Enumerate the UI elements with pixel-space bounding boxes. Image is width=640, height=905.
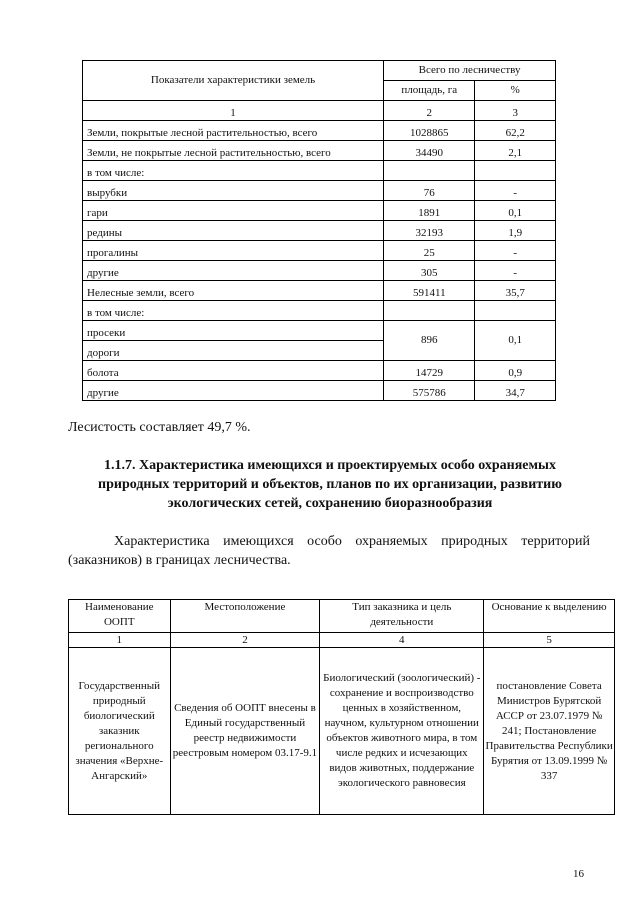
row-percent: - xyxy=(475,261,556,281)
table-row xyxy=(83,241,556,261)
row-percent: - xyxy=(475,181,556,201)
row-area: 14729 xyxy=(384,361,475,381)
row-label: прогалины xyxy=(83,241,384,261)
header-indicators: Показатели характеристики земель xyxy=(83,61,384,101)
column-number: 3 xyxy=(475,101,556,121)
header-area: площадь, га xyxy=(384,81,475,101)
forest-cover-text: Лесистость составляет 49,7 %. xyxy=(68,420,251,435)
row-percent: 34,7 xyxy=(475,381,556,401)
row-label: в том числе: xyxy=(83,161,384,181)
table-row xyxy=(83,361,556,381)
row-percent: 0,9 xyxy=(475,361,556,381)
row-percent: 0,1 xyxy=(475,201,556,221)
row-percent: 0,1 xyxy=(475,321,556,361)
page-number: 16 xyxy=(573,868,584,880)
row-label: другие xyxy=(83,381,384,401)
row-percent: 62,2 xyxy=(475,121,556,141)
table-row xyxy=(83,121,556,141)
header-total: Всего по лесничеству xyxy=(384,61,556,81)
row-area: 591411 xyxy=(384,281,475,301)
intro-text: Характеристика имеющихся особо охраняемых природных территорий (заказников) в границах лесничества. xyxy=(68,534,590,568)
row-area: 34490 xyxy=(384,141,475,161)
row-label: редины xyxy=(83,221,384,241)
column-number: 1 xyxy=(83,101,384,121)
reserve-type-purpose: Биологический (зоологический) - сохранение и воспроизводство ценных в хозяйственном, научном, культурном отношении объектов животного мира, в том числе редких и исчезающих видов животных, поддержание экологического равновесия xyxy=(320,648,484,815)
header-name: Наименование ООПТ xyxy=(69,600,171,633)
row-label: Земли, покрытые лесной растительностью, всего xyxy=(83,121,384,141)
row-percent: - xyxy=(475,241,556,261)
row-label: другие xyxy=(83,261,384,281)
row-label: гари xyxy=(83,201,384,221)
reserve-name: Государственный природный биологический заказник регионального значения «Верхне-Ангарский» xyxy=(69,648,171,815)
table-row xyxy=(83,141,556,161)
header-type-purpose: Тип заказника и цель деятельности xyxy=(320,600,484,633)
section-heading: 1.1.7. Характеристика имеющихся и проектируемых особо охраняемых природных территорий и объектов, планов по их организации, развитию экологических сетей, сохранению биоразнообразия xyxy=(98,458,562,511)
header-location: Местоположение xyxy=(170,600,320,633)
protected-areas-table xyxy=(68,599,615,815)
row-label: просеки xyxy=(83,321,384,341)
land-characteristics-table xyxy=(82,60,556,401)
column-number: 2 xyxy=(170,633,320,648)
column-number: 1 xyxy=(69,633,171,648)
column-number: 5 xyxy=(484,633,615,648)
row-label: болота xyxy=(83,361,384,381)
row-label: Нелесные земли, всего xyxy=(83,281,384,301)
table-row xyxy=(83,201,556,221)
table-row xyxy=(83,301,556,321)
row-percent xyxy=(475,161,556,181)
table-row xyxy=(83,261,556,281)
row-area: 305 xyxy=(384,261,475,281)
row-area: 32193 xyxy=(384,221,475,241)
row-area: 25 xyxy=(384,241,475,261)
table-row xyxy=(83,381,556,401)
row-area: 76 xyxy=(384,181,475,201)
intro-paragraph xyxy=(68,532,590,570)
row-label: Земли, не покрытые лесной растительностью, всего xyxy=(83,141,384,161)
table-row xyxy=(83,321,556,341)
row-area: 1028865 xyxy=(384,121,475,141)
header-percent: % xyxy=(475,81,556,101)
reserve-location: Сведения об ООПТ внесены в Единый государственный реестр недвижимости реестровым номером 03.17-9.1 xyxy=(170,648,320,815)
column-number: 2 xyxy=(384,101,475,121)
row-area: 896 xyxy=(384,321,475,361)
column-number: 4 xyxy=(320,633,484,648)
row-area xyxy=(384,161,475,181)
row-label: в том числе: xyxy=(83,301,384,321)
table-row xyxy=(83,181,556,201)
row-area: 1891 xyxy=(384,201,475,221)
row-percent: 35,7 xyxy=(475,281,556,301)
row-label: дороги xyxy=(83,341,384,361)
table-row xyxy=(69,648,615,815)
table-row xyxy=(83,221,556,241)
reserve-basis: постановление Совета Министров Бурятской АССР от 23.07.1979 № 241; Постановление Правительства Республики Бурятия от 13.09.1999 № 337 xyxy=(484,648,615,815)
table-row xyxy=(83,161,556,181)
row-percent xyxy=(475,301,556,321)
row-area xyxy=(384,301,475,321)
table-row xyxy=(83,281,556,301)
row-label: вырубки xyxy=(83,181,384,201)
row-area: 575786 xyxy=(384,381,475,401)
header-basis: Основание к выделению xyxy=(484,600,615,633)
row-percent: 2,1 xyxy=(475,141,556,161)
row-percent: 1,9 xyxy=(475,221,556,241)
